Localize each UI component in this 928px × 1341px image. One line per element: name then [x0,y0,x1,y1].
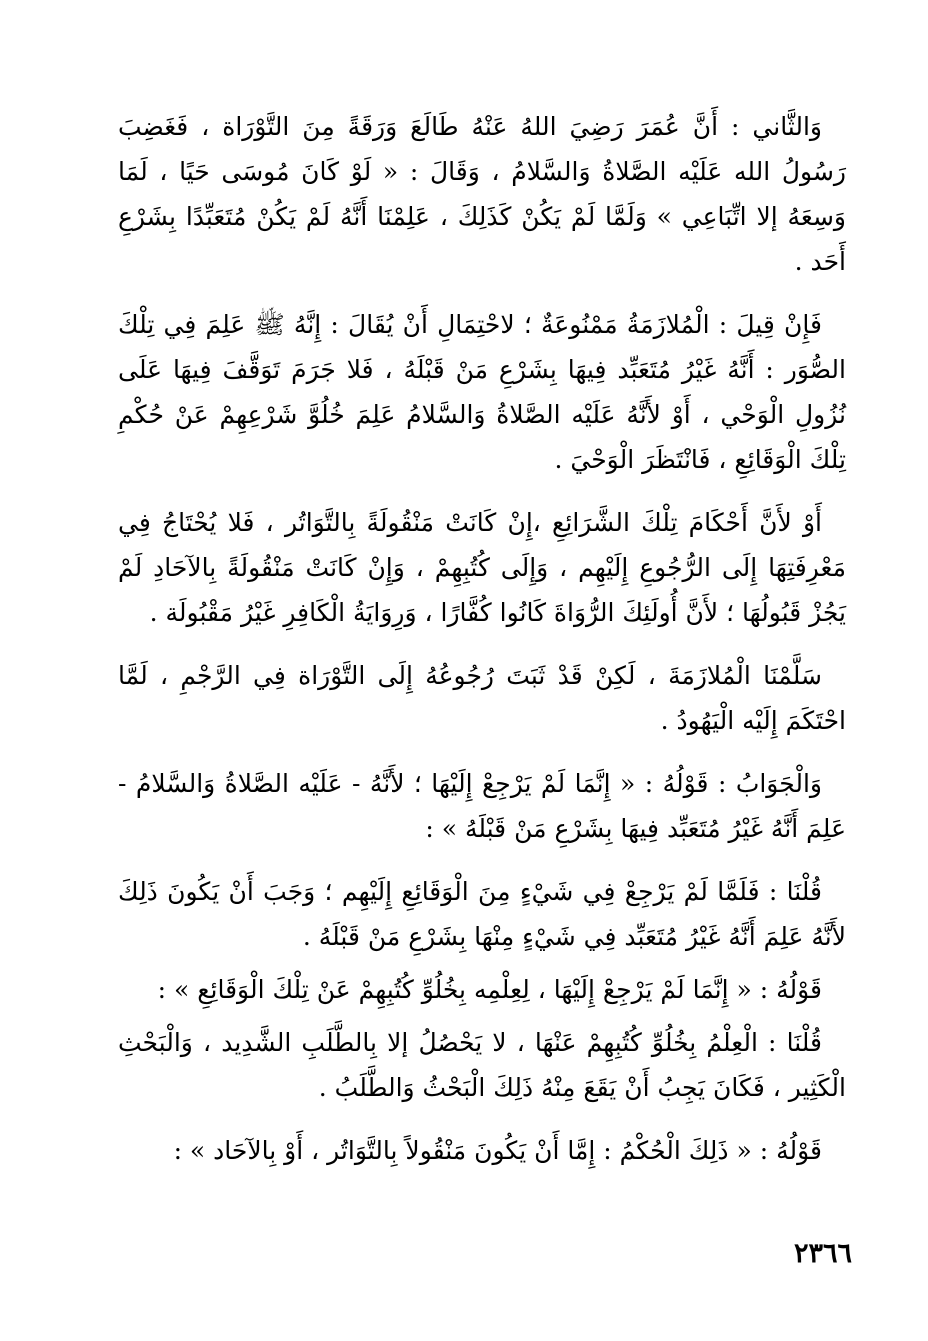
page-number: ٢٣٦٦ [793,1238,852,1269]
paragraph-his-saying-2: قَوْلُهُ : « ذَلِكَ الْحُكْمُ : إِمَّا أَنْ يَكُونَ مَنْقُولاً بِالتَّوَاتُر ، أَوْ بِالآحَاد » : [173,1136,822,1165]
paragraph-second-argument: وَالثَّاني : أَنَّ عُمَرَ رَضِيَ اللهُ عَنْهُ طَالَعَ وَرَقَةً مِنَ التَّوْرَاة ، فَغَضِبَ رَسُولُ الله عَلَيْه الصَّلاةُ وَالسَّلامُ ، وَقَالَ : « لَوْ كَانَ مُوسَى حَيًا ، لَمَا وَسِعَهُ إلا اتِّبَاعِي » وَلَمَّا لَمْ يَكُنْ كَذَلِكَ ، عَلِمْنَا أَنَّهُ لَمْ يَكُنْ مُتَعَبِّدًا بِشَرْعِ أَحَد . [118,112,846,276]
paragraph-his-saying-1: قَوْلُهُ : « إِنَّمَا لَمْ يَرْجِعْ إِلَيْهَا ، لِعِلْمِه بِخُلُوِّ كُتُبِهِمْ عَنْ تِلْكَ الْوَقَائِعِ » : [157,975,822,1004]
paragraph-answer: وَالْجَوَابُ : قَوْلُهُ : « إِنَّمَا لَمْ يَرْجِعْ إِلَيْهَا ؛ لأَنَّهُ - عَلَيْه الصَّلاةُ وَالسَّلامُ - عَلِمَ أَنَّهُ غَيْرُ مُتَعَبِّد فِيهَا بِشَرْعِ مَنْ قَبْلَهُ » : [118,769,846,843]
paragraph-we-said-2: قُلْنَا : الْعِلْمُ بِخُلُوِّ كُتُبِهِمْ عَنْهَا ، لا يَحْصُلُ إلا بِالطَّلَبِ الشَّدِيد ، وَالْبَحْثِ الْكَثِير ، فَكَانَ يَجِبُ أَنْ يَقَعَ مِنْهُ ذَلِكَ الْبَحْثُ وَالطَّلَبُ . [118,1028,846,1102]
paragraph-objection: فَإِنْ قِيلَ : الْمُلازَمَةُ مَمْنُوعَةٌ ؛ لاحْتِمَالِ أَنْ يُقَالَ : إِنَّهُ ﷺ عَلِمَ فِي تِلْكَ الصُّوَر : أَنَّهُ غَيْرُ مُتَعَبِّد فِيهَا بِشَرْعِ مَنْ قَبْلَهُ ، فَلا جَرَمَ تَوَقَّفَ فِيهَا عَلَى نُزُولِ الْوَحْي ، أَوْ لأَنَّهُ عَلَيْه الصَّلاةُ وَالسَّلامُ عَلِمَ خُلُوَّ شَرْعِهِمْ عَنْ حُكْمِ تِلْكَ الْوَقَائِعِ ، فَانْتَظَرَ الْوَحْيَ . [118,310,846,474]
paragraph-we-said-1: قُلْنَا : فَلَمَّا لَمْ يَرْجِعْ فِي شَيْءٍ مِنَ الْوَقَائِعِ إِلَيْهِم ؛ وَجَبَ أَنْ يَكُونَ ذَلِكَ لأَنَّهُ عَلِمَ أَنَّهُ غَيْرُ مُتَعَبِّد فِي شَيْءٍ مِنْهَا بِشَرْعِ مَنْ قَبْلَهُ . [118,877,846,951]
paragraph-rulings-transmission: أَوْ لأَنَّ أَحْكَامَ تِلْكَ الشَّرَائِعِ ،إِنْ كَانَتْ مَنْقُولَةً بِالتَّوَاتُر ، فَلا يُحْتَاجُ فِي مَعْرِفَتِهَا إِلَى الرُّجُوعِ إِلَيْهِم ، وَإِلَى كُتُبِهِمْ ، وَإِنْ كَانَتْ مَنْقُولَةً بِالآحَادِ لَمْ يَجُزْ قَبُولُهَا ؛ لأَنَّ أُولَئِكَ الرُّوَاةَ كَانُوا كُفَّارًا ، وَرِوَايَةُ الْكَافِرِ غَيْرُ مَقْبُولَة . [118,508,846,627]
paragraph-conceding-stoning: سَلَّمْنَا الْمُلازَمَةَ ، لَكِنْ قَدْ ثَبَتَ رُجُوعُهُ إِلَى التَّوْرَاة فِي الرَّجْمِ ، لَمَّا احْتَكَمَ إِلَيْه الْيَهُودُ . [118,661,846,735]
body-text [118,104,846,1191]
